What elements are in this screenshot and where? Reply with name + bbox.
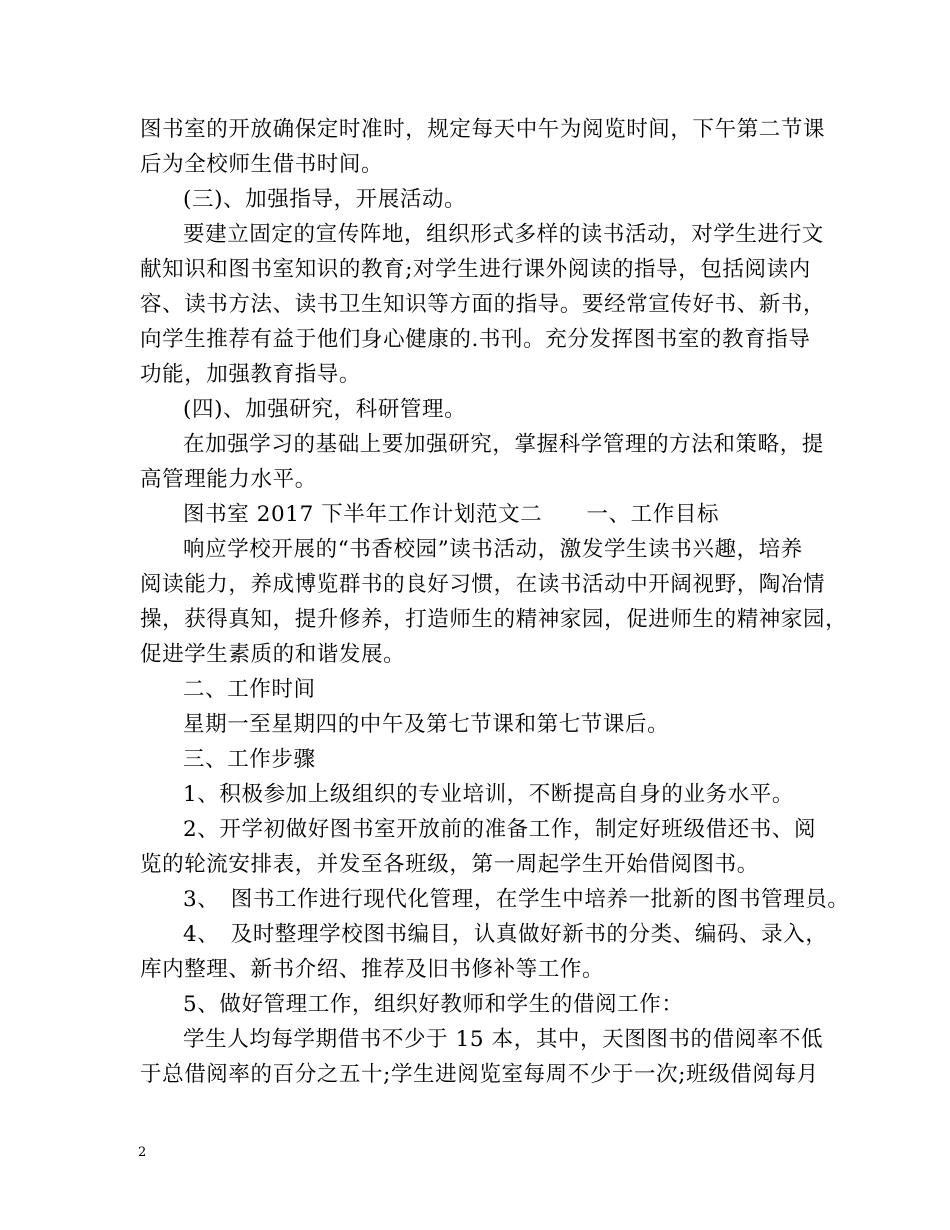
section-heading: 二、工作时间 xyxy=(183,677,316,702)
text-line: 高管理能力水平。 xyxy=(140,467,317,492)
text-line: 库内整理、新书介绍、推荐及旧书修补等工作。 xyxy=(140,957,605,982)
section-heading: 三、工作步骤 xyxy=(183,747,316,772)
text-line: 促进学生素质的和谐发展。 xyxy=(140,642,406,667)
text-line: 阅读能力，养成博览群书的良好习惯，在读书活动中开阔视野，陶冶情 xyxy=(140,572,826,597)
section-heading: (三)、加强指导，开展活动。 xyxy=(183,187,467,212)
list-item: 5、做好管理工作，组织好教师和学生的借阅工作： xyxy=(183,992,684,1017)
text-line: 在加强学习的基础上要加强研究，掌握科学管理的方法和策略，提 xyxy=(183,432,824,457)
text-line: 容、读书方法、读书卫生知识等方面的指导。要经常宣传好书、新书， xyxy=(140,292,826,317)
section-heading: (四)、加强研究，科研管理。 xyxy=(183,397,467,422)
list-item: 3、 图书工作进行现代化管理，在学生中培养一批新的图书管理员。 xyxy=(183,887,850,912)
page-number: 2 xyxy=(138,1145,147,1160)
document-heading: 图书室 2017 下半年工作计划范文二 一、工作目标 xyxy=(183,502,720,527)
text-line: 响应学校开展的“书香校园”读书活动，激发学生读书兴趣，培养 xyxy=(183,537,803,562)
text-line: 要建立固定的宣传阵地，组织形式多样的读书活动，对学生进行文 xyxy=(183,222,824,247)
text-line: 操，获得真知，提升修养，打造师生的精神家园，促进师生的精神家园， xyxy=(140,607,848,632)
text-line: 星期一至星期四的中午及第七节课和第七节课后。 xyxy=(183,712,670,737)
list-item: 2、开学初做好图书室开放前的准备工作，制定好班级借还书、阅 xyxy=(183,817,817,842)
list-item: 1、积极参加上级组织的专业培训，不断提高自身的业务水平。 xyxy=(183,782,794,807)
list-item: 4、 及时整理学校图书编目，认真做好新书的分类、编码、录入， xyxy=(183,922,828,947)
text-line: 学生人均每学期借书不少于 15 本，其中，天图图书的借阅率不低 xyxy=(183,1027,824,1052)
text-line: 献知识和图书室知识的教育;对学生进行课外阅读的指导，包括阅读内 xyxy=(140,257,811,282)
text-line: 后为全校师生借书时间。 xyxy=(140,152,384,177)
text-line: 览的轮流安排表，并发至各班级，第一周起学生开始借阅图书。 xyxy=(140,852,759,877)
text-line: 于总借阅率的百分之五十;学生进阅览室每周不少于一次;班级借阅每月 xyxy=(140,1062,819,1087)
text-line: 功能，加强教育指导。 xyxy=(140,362,362,387)
text-line: 图书室的开放确保定时准时，规定每天中午为阅览时间，下午第二节课 xyxy=(140,117,826,142)
text-line: 向学生推荐有益于他们身心健康的.书刊。充分发挥图书室的教育指导 xyxy=(140,327,811,352)
